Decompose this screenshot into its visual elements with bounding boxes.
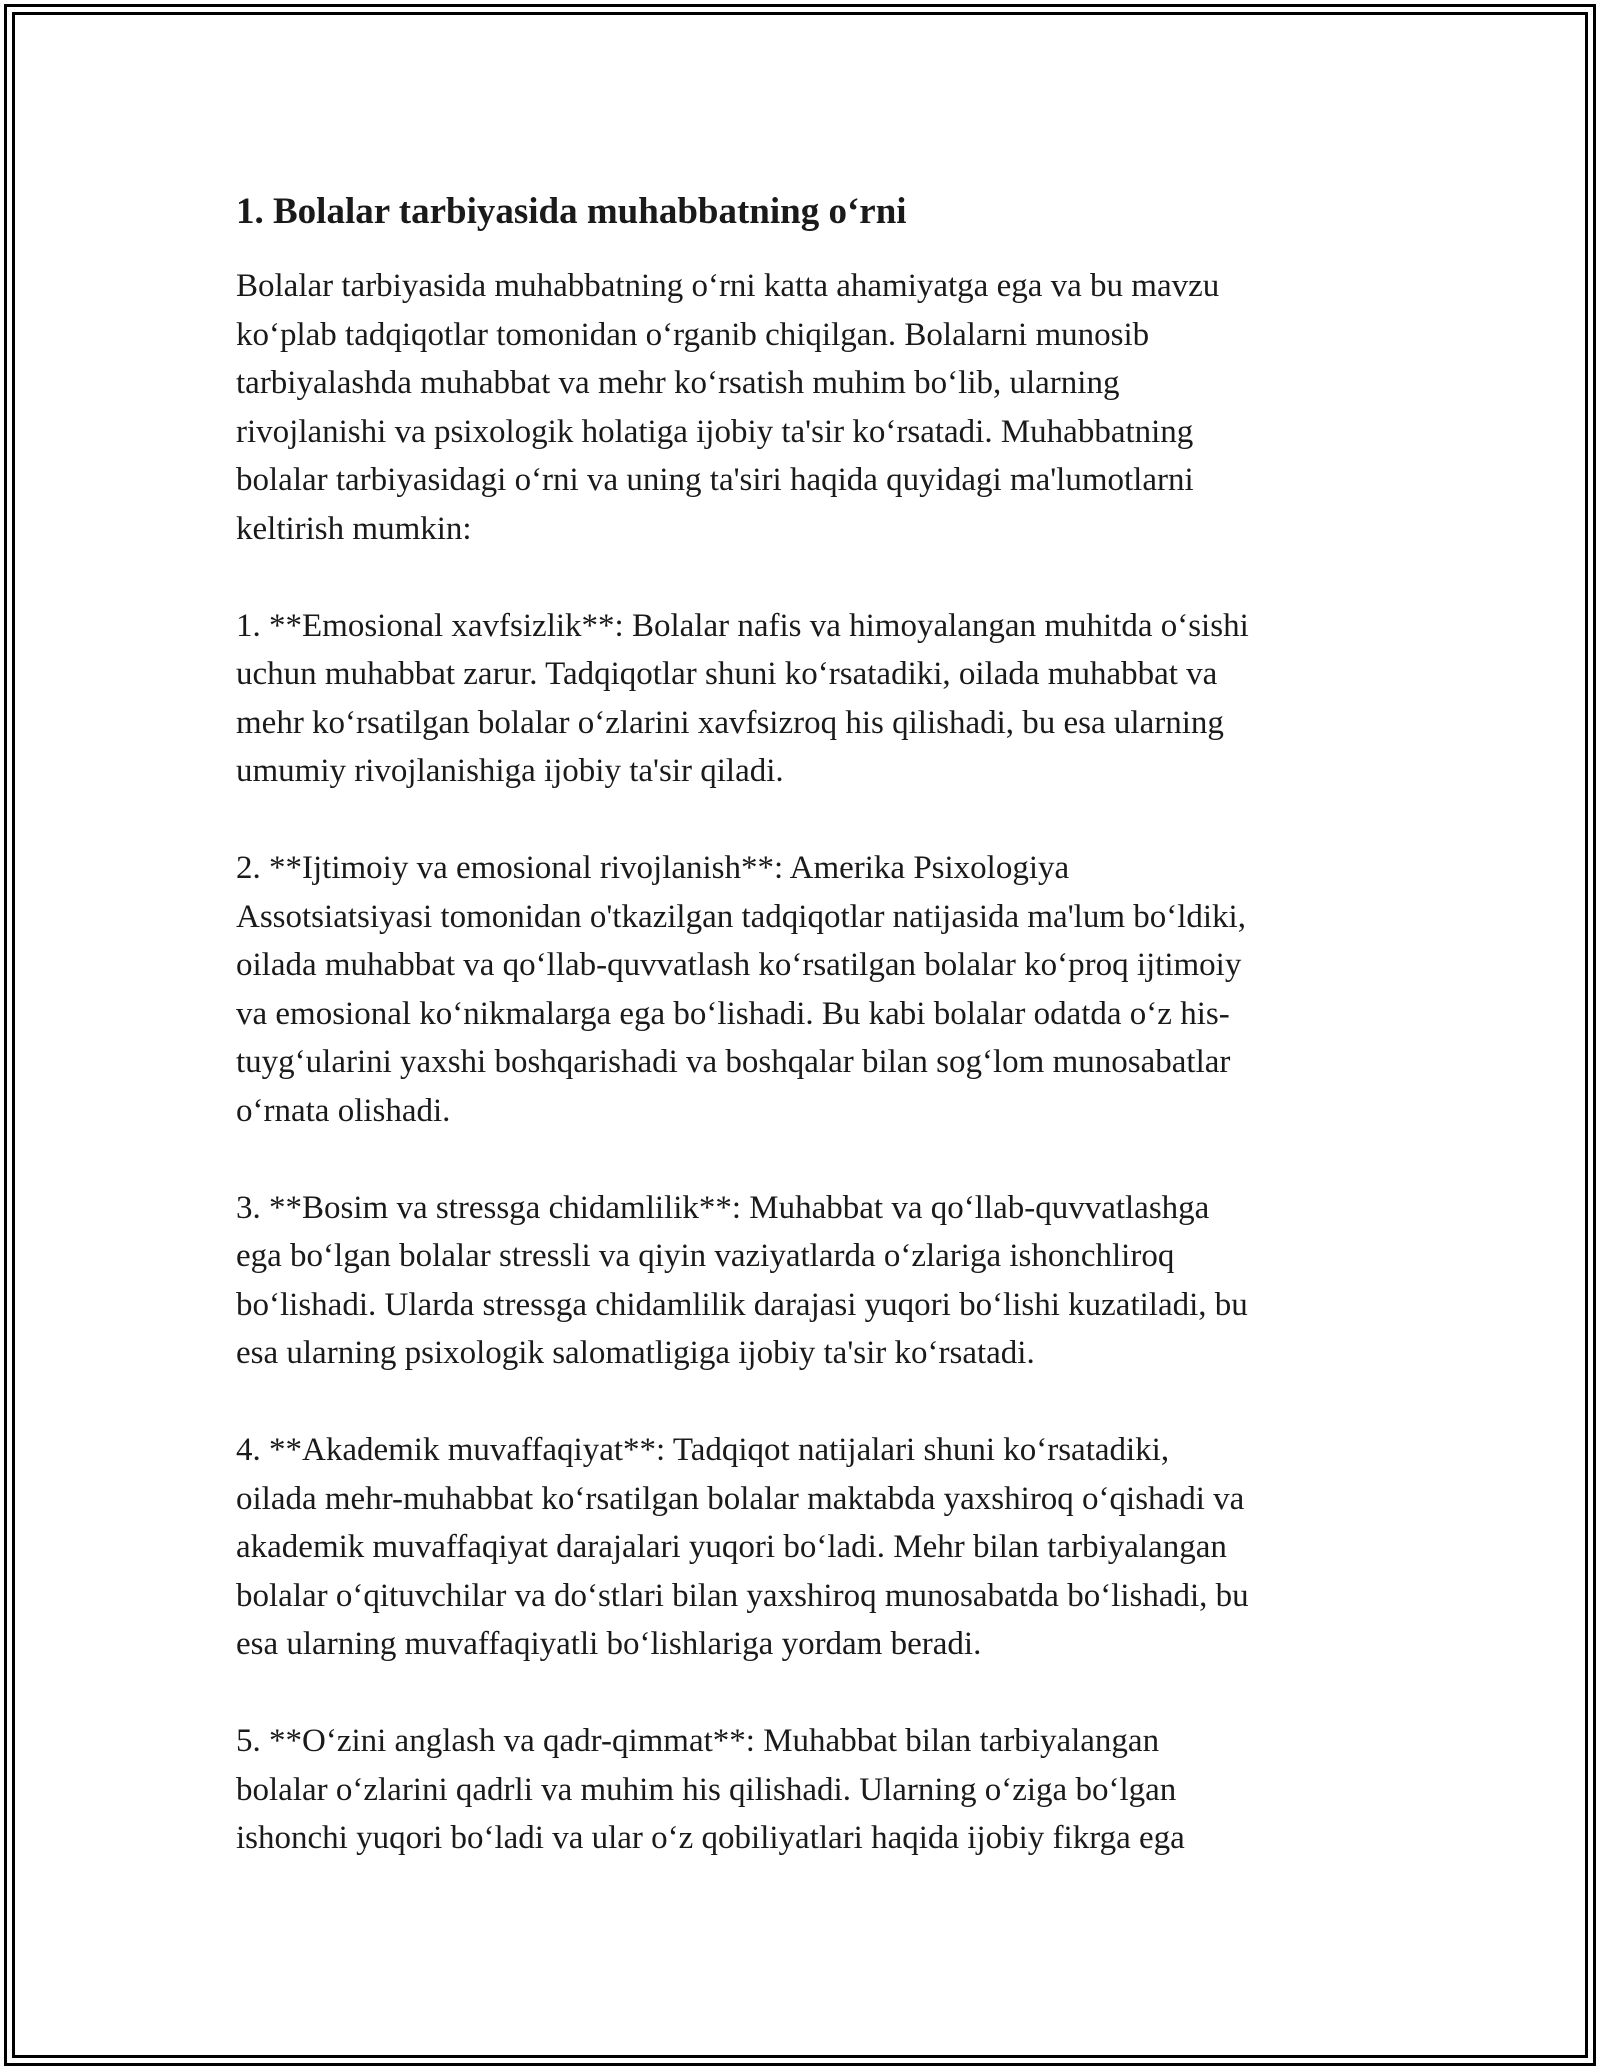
text-line: 5. **O‘zini anglash va qadr-qimmat**: Muhabbat bilan tarbiyalangan [236,1723,1160,1759]
text-line: 4. **Akademik muvaffaqiyat**: Tadqiqot natijalari shuni ko‘rsatadiki, [236,1432,1170,1468]
text-line: oilada mehr-muhabbat ko‘rsatilgan bolalar maktabda yaxshiroq o‘qishadi va [236,1480,1245,1517]
text-line: tarbiyalashda muhabbat va mehr ko‘rsatish muhim bo‘lib, ularning [236,365,1120,401]
text-line: esa ularning psixologik salomatligiga ijobiy ta'sir ko‘rsatadi. [236,1335,1035,1371]
text-line: tuyg‘ularini yaxshi boshqarishadi va boshqalar bilan sog‘lom munosabatlar [236,1044,1231,1080]
text-line: 2. **Ijtimoiy va emosional rivojlanish**: Amerika Psixologiya [236,850,1070,886]
list-item-academic-success [236,1426,1364,1669]
text-line: ko‘plab tadqiqotlar tomonidan o‘rganib chiqilgan. Bolalarni munosib [236,316,1150,353]
list-item-stress-resilience [236,1184,1364,1378]
text-line: umumiy rivojlanishiga ijobiy ta'sir qiladi. [236,753,784,789]
list-item-social-development [236,844,1364,1135]
text-line: keltirish mumkin: [236,510,472,547]
text-line: esa ularning muvaffaqiyatli bo‘lishlariga yordam beradi. [236,1626,982,1662]
list-item-self-esteem [236,1717,1364,1863]
text-line: ega bo‘lgan bolalar stressli va qiyin vaziyatlarda o‘zlariga ishonchliroq [236,1238,1175,1274]
text-line: 3. **Bosim va stressga chidamlilik**: Muhabbat va qo‘llab-quvvatlashga [236,1189,1210,1226]
text-line: bo‘lishadi. Ularda stressga chidamlilik darajasi yuqori bo‘lishi kuzatiladi, bu [236,1286,1248,1323]
text-line: bolalar o‘qituvchilar va do‘stlari bilan yaxshiroq munosabatda bo‘lishadi, bu [236,1577,1249,1614]
list-item-emotional-safety [236,602,1364,796]
text-line: oilada muhabbat va qo‘llab-quvvatlash ko‘rsatilgan bolalar ko‘proq ijtimoiy [236,947,1242,983]
text-line: mehr ko‘rsatilgan bolalar o‘zlarini xavfsizroq his qilishadi, bu esa ularning [236,704,1224,741]
text-line: o‘rnata olishadi. [236,1092,451,1129]
text-line: Bolalar tarbiyasida muhabbatning o‘rni katta ahamiyatga ega va bu mavzu [236,268,1220,304]
text-line: Assotsiatsiyasi tomonidan o'tkazilgan tadqiqotlar natijasida ma'lum bo‘ldiki, [236,898,1246,935]
document-body [236,188,1364,1911]
text-line: va emosional ko‘nikmalarga ega bo‘lishadi. Bu kabi bolalar odatda o‘z his- [236,995,1230,1032]
text-line: uchun muhabbat zarur. Tadqiqotlar shuni ko‘rsatadiki, oilada muhabbat va [236,656,1218,692]
text-line: akademik muvaffaqiyat darajalari yuqori bo‘ladi. Mehr bilan tarbiyalangan [236,1529,1227,1565]
text-line: bolalar o‘zlarini qadrli va muhim his qilishadi. Ularning o‘ziga bo‘lgan [236,1771,1177,1808]
text-line: rivojlanishi va psixologik holatiga ijobiy ta'sir ko‘rsatadi. Muhabbatning [236,413,1194,450]
text-line: bolalar tarbiyasidagi o‘rni va uning ta'siri haqida quyidagi ma'lumotlarni [236,462,1194,498]
paragraph-intro [236,262,1364,553]
text-line: ishonchi yuqori bo‘ladi va ular o‘z qobiliyatlari haqida ijobiy fikrga ega [236,1820,1185,1856]
text-line: 1. **Emosional xavfsizlik**: Bolalar nafis va himoyalangan muhitda o‘sishi [236,607,1249,644]
document-title: 1. Bolalar tarbiyasida muhabbatning o‘rni [236,191,907,232]
